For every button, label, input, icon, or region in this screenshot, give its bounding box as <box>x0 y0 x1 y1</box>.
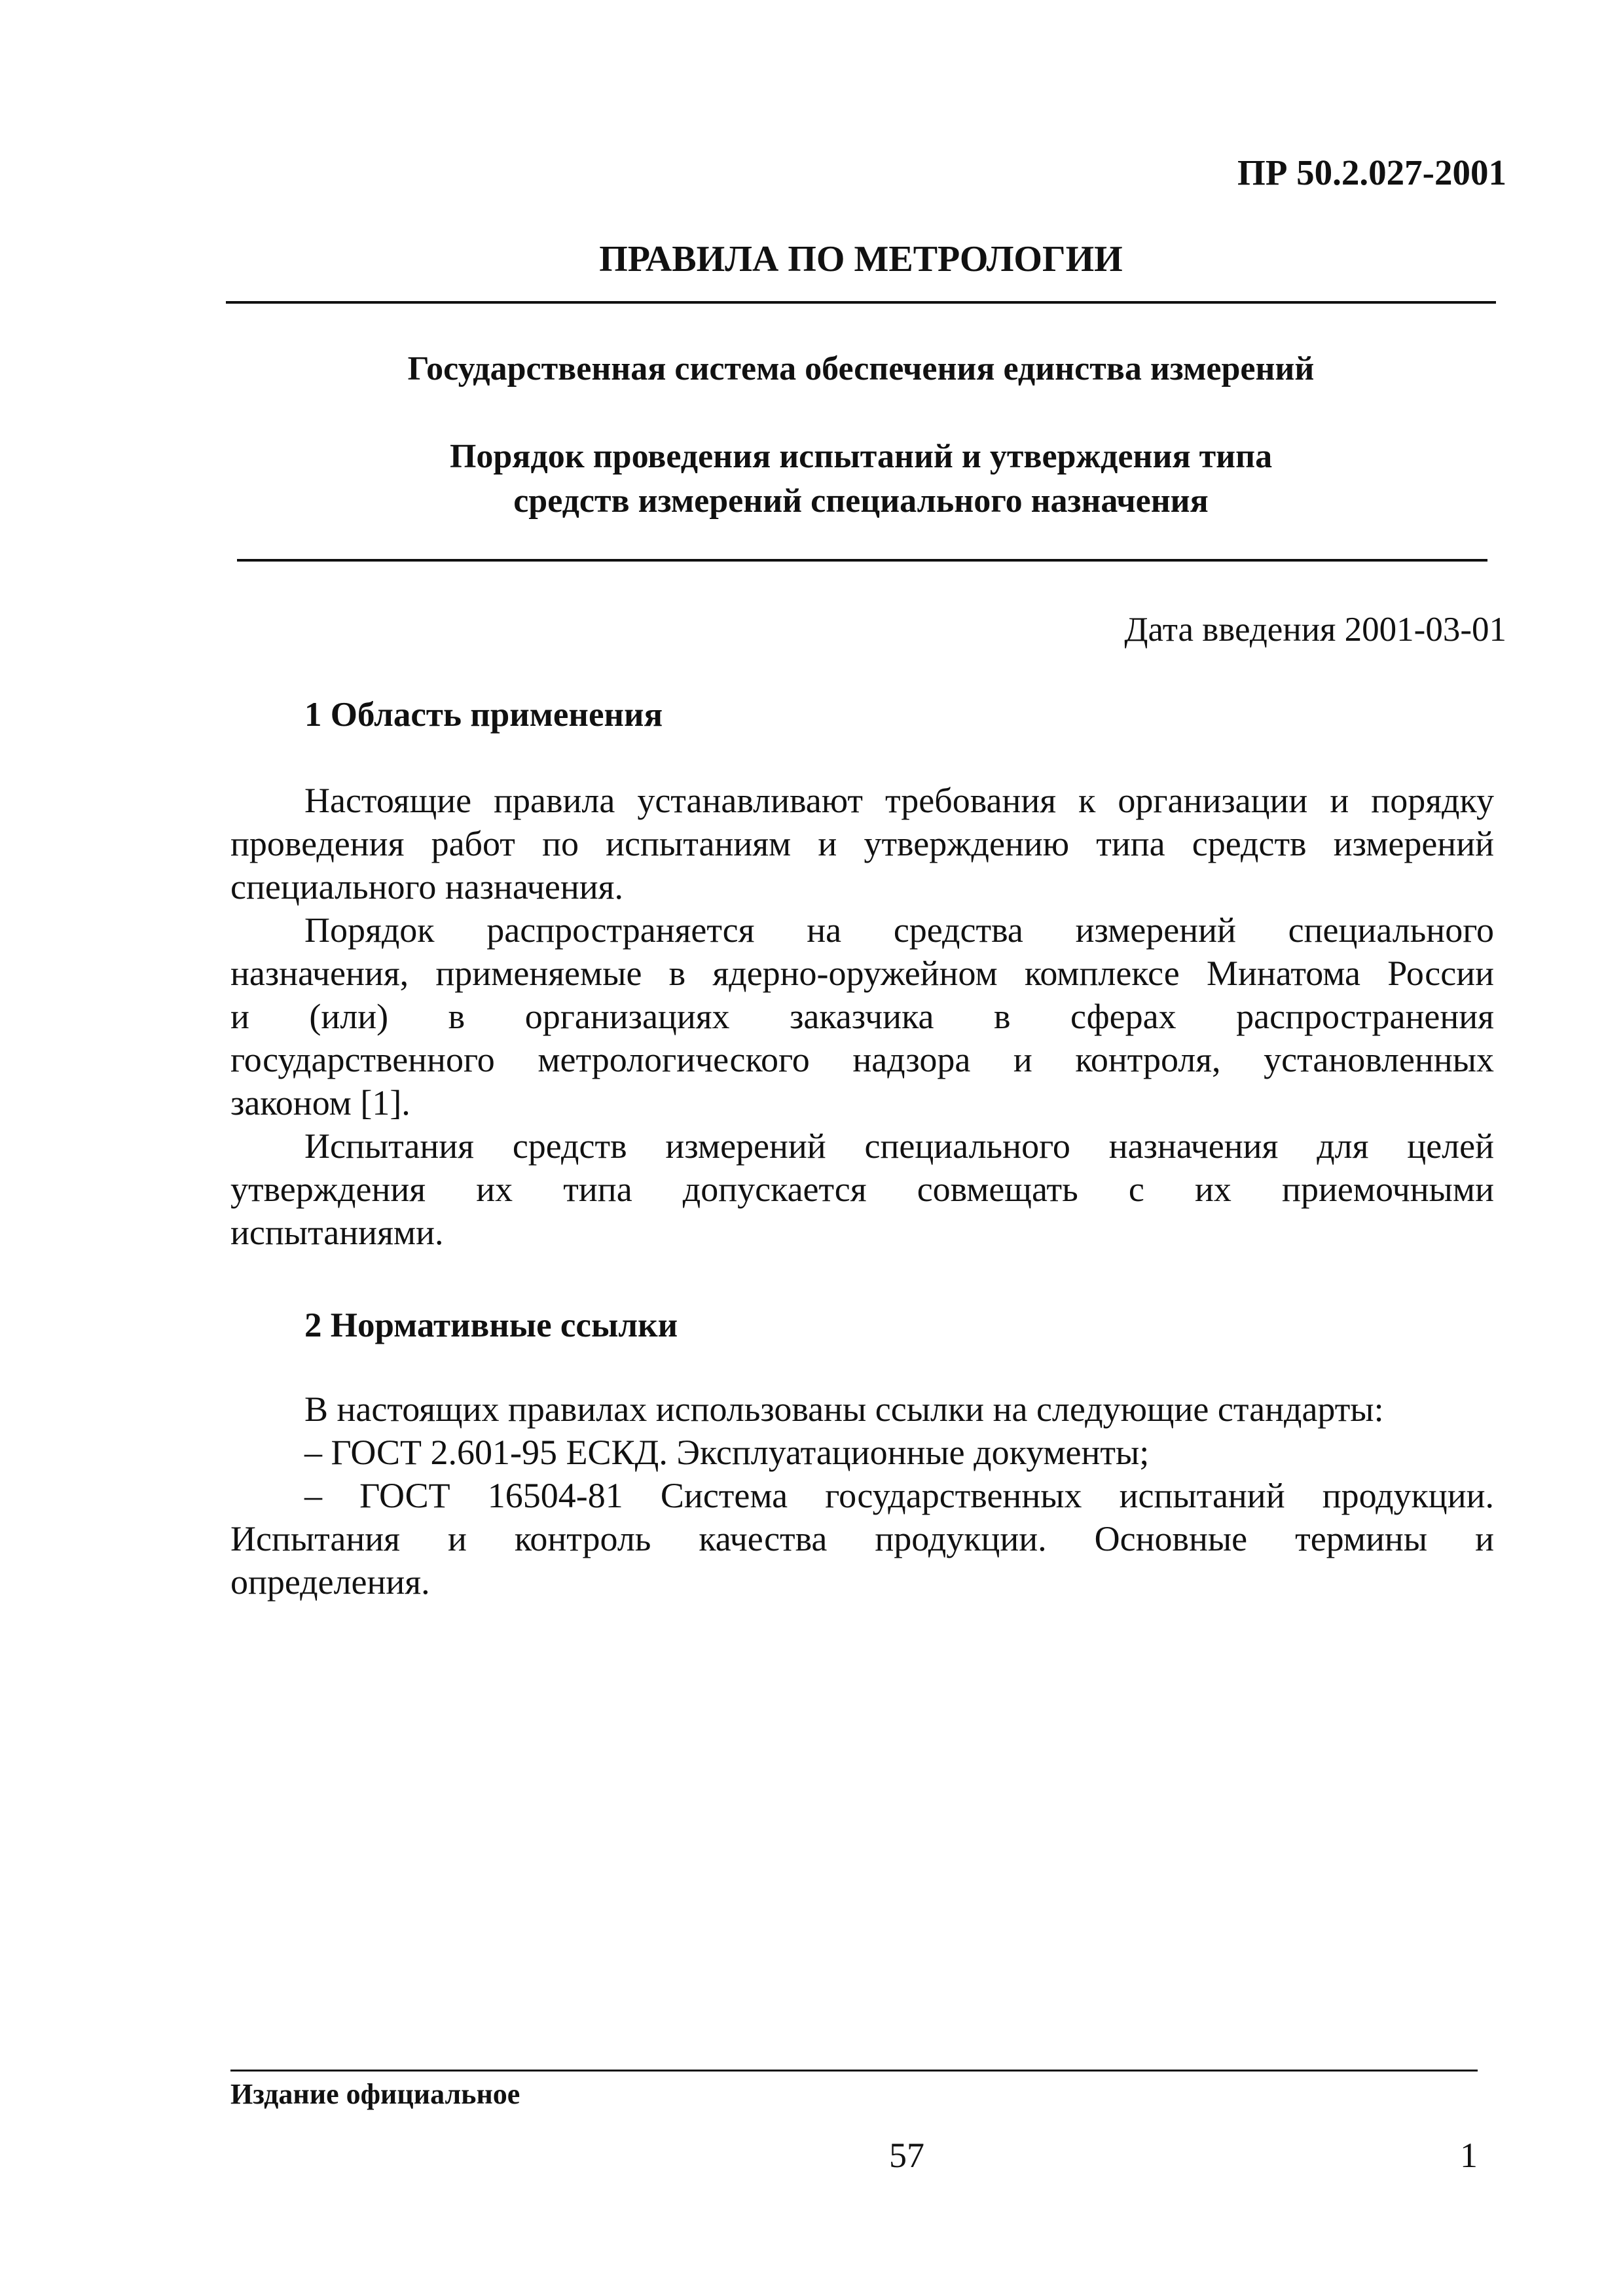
section-1-title: 1 Область применения <box>304 696 663 734</box>
introduction-date: Дата введения 2001-03-01 <box>1124 611 1506 649</box>
main-heading: ПРАВИЛА ПО МЕТРОЛОГИИ <box>599 239 1123 279</box>
section-2-title: 2 Нормативные ссылки <box>304 1306 678 1344</box>
section-1-line: испытаниями. <box>230 1213 444 1252</box>
document-code: ПР 50.2.027-2001 <box>1237 152 1506 192</box>
title-divider <box>237 559 1487 562</box>
section-1-line: и (или) в организациях заказчика в сферах распространения <box>230 997 1494 1036</box>
procedure-title-line-1: Порядок проведения испытаний и утверждения типа <box>449 438 1273 475</box>
section-1-line: проведения работ по испытаниям и утверждению типа средств измерений <box>230 824 1494 863</box>
section-1-line: законом [1]. <box>230 1083 410 1122</box>
section-1-line: Порядок распространяется на средства измерений специального <box>304 910 1494 950</box>
section-1-line: государственного метрологического надзора и контроля, установленных <box>230 1040 1494 1079</box>
section-2-line: определения. <box>230 1562 430 1602</box>
procedure-title-line-2: средств измерений специального назначения <box>513 482 1209 520</box>
page-number-right: 1 <box>1460 2136 1478 2175</box>
section-2-line: – ГОСТ 16504-81 Система государственных испытаний продукции. <box>304 1476 1494 1515</box>
section-1-line: утверждения их типа допускается совмещать с их приемочными <box>230 1170 1494 1209</box>
section-1-line: Настоящие правила устанавливают требования к организации и порядку <box>304 781 1494 820</box>
section-1-line: специального назначения. <box>230 867 624 906</box>
top-divider <box>226 301 1496 304</box>
section-2-line: Испытания и контроль качества продукции. Основные термины и <box>230 1519 1494 1558</box>
section-2-line: – ГОСТ 2.601-95 ЕСКД. Эксплуатационные документы; <box>304 1433 1150 1472</box>
official-edition-label: Издание официальное <box>230 2078 520 2110</box>
page-number-center: 57 <box>889 2136 924 2175</box>
section-2-line: В настоящих правилах использованы ссылки на следующие стандарты: <box>304 1390 1384 1429</box>
footer-divider <box>230 2070 1478 2072</box>
section-1-line: Испытания средств измерений специального назначения для целей <box>304 1126 1494 1166</box>
section-1-line: назначения, применяемые в ядерно-оружейном комплексе Минатома России <box>230 954 1494 993</box>
system-title: Государственная система обеспечения единства измерений <box>407 350 1315 387</box>
